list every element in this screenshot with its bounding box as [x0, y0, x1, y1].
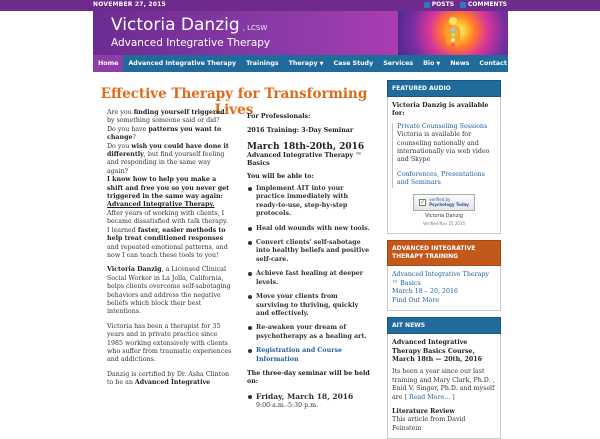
- sidebar: [387, 80, 501, 439]
- seminar-day-item: Friday, March 18, 2016 9:00 a.m.-5:30 p.m.: [247, 393, 371, 411]
- read-more-link[interactable]: [ Read More... ]: [404, 393, 455, 401]
- conferences-link[interactable]: Conferences, Presentations and Seminars: [397, 170, 485, 187]
- current-date: NOVEMBER 27, 2015: [93, 1, 166, 8]
- posts-feed-link[interactable]: [424, 1, 454, 8]
- training-widget-title: ADVANCED INTEGRATIVE THERAPY TRAINING: [387, 240, 501, 266]
- nav-item-label: News: [450, 60, 470, 67]
- intro-paragraph: Are you finding yourself triggered by something someone said or did? Do you have patterns you want to change? Do you wish you could have done it differently, but find yourself feeling and responding in the same way again? I know how to help you make a shift and free you so you never get triggered in the same way again: Advanced Integrative Therapy. After years of working with clients, I became dissatisfied with talk therapy. I learned faster, easier methods to help treat conditioned responses and repeated emotional patterns, and now I can teach these tools to you!: [107, 109, 230, 259]
- training-widget: [387, 266, 501, 311]
- nav-item-news[interactable]: [445, 55, 474, 72]
- professionals-heading: For Professionals:: [247, 113, 311, 120]
- experience-paragraph: Victoria has been a therapist for 35 years and in private practice since 1985 working extensively with clients who suffer from traumatic experiences and addictions.: [107, 322, 232, 364]
- site-credential: , LCSW: [242, 24, 268, 32]
- seminar-days: [247, 393, 371, 411]
- nav-item-contact[interactable]: [474, 55, 511, 72]
- page-title: Effective Therapy for Transforming Lives: [100, 86, 368, 118]
- benefit-item: Move your clients from surviving to thriving, quickly and effectively.: [247, 293, 371, 318]
- able-heading: You will be able to:: [247, 172, 314, 180]
- private-sessions-desc: Victoria is available for counseling nationally and internationally via web video and Skype: [397, 131, 490, 164]
- site-subtitle: Advanced Integrative Therapy: [111, 37, 271, 49]
- registration-link[interactable]: Registration and Course Information: [256, 347, 343, 363]
- rss-icon: [460, 2, 466, 8]
- meditation-figure-art: [442, 17, 464, 51]
- site-title-link[interactable]: [111, 15, 267, 35]
- training-course-link[interactable]: Advanced Integrative Therapy ™ Basics: [392, 271, 489, 287]
- seminar-heading: The three-day seminar will be held on:: [247, 369, 370, 386]
- featured-audio-widget: [387, 97, 501, 234]
- benefit-item: Re-awaken your dream of psychotherapy as a healing art.: [247, 324, 371, 341]
- benefit-item: [247, 347, 371, 364]
- nav-item-label: Trainings: [246, 60, 279, 67]
- training-column: [247, 113, 371, 417]
- availability-heading: Victoria Danzig is available for:: [392, 102, 489, 118]
- comments-feed-link[interactable]: [460, 1, 507, 8]
- posts-feed-label: POSTS: [431, 1, 455, 8]
- nav-item-label: Therapy: [288, 60, 318, 67]
- ait-news-title: AIT NEWS: [387, 317, 501, 334]
- nav-item-bio[interactable]: [418, 55, 445, 72]
- nav-item-label: Bio: [423, 60, 435, 67]
- services-list: [392, 123, 496, 188]
- nav-item-label: Services: [383, 60, 414, 67]
- news-item-title[interactable]: Advanced Integrative Therapy Basics Course, March 18th — 20th, 2016: [392, 339, 483, 363]
- nav-item-case-study[interactable]: [328, 55, 378, 72]
- nav-item-services[interactable]: [378, 55, 418, 72]
- training-subheading: 2016 Training: 3-Day Seminar: [247, 127, 354, 135]
- chevron-down-icon: ▼: [319, 60, 324, 67]
- chevron-down-icon: ▼: [436, 60, 441, 67]
- benefits-list: [247, 185, 371, 364]
- ait-inline-link[interactable]: Advanced Integrative Therapy.: [107, 201, 215, 209]
- featured-audio-title: FEATURED AUDIO: [387, 80, 501, 97]
- badge-verified-date: Verified Nov 25 2015: [422, 221, 466, 227]
- badge-name: Victoria Danzig: [425, 212, 463, 219]
- benefit-item: Convert clients’ self-sabotage into healthy beliefs and positive self-care.: [247, 239, 371, 264]
- nav-item-label: Home: [98, 60, 119, 67]
- find-out-more-link[interactable]: Find Out More: [392, 296, 440, 304]
- site-header: [93, 11, 508, 55]
- nav-item-home[interactable]: [93, 55, 123, 72]
- nav-item-label: Case Study: [333, 60, 374, 67]
- certification-paragraph: Danzig is certified by Dr. Asha Clinton to be an Advanced Integrative: [107, 370, 230, 387]
- benefit-item: Achieve fast healing at deeper levels.: [247, 270, 371, 287]
- site-title: Victoria Danzig: [111, 15, 240, 35]
- comments-feed-label: COMMENTS: [468, 1, 507, 8]
- private-sessions-link[interactable]: Private Counseling Sessions: [397, 122, 488, 130]
- ait-news-widget: [387, 334, 501, 439]
- course-name: Advanced Integrative Therapy ™ Basics: [247, 151, 362, 168]
- intro-column: [107, 109, 232, 394]
- news-item2-excerpt: This article from David Feinstein: [392, 416, 466, 432]
- header-art-image: [398, 11, 508, 55]
- training-dates: March 18 – 20, 2016: [392, 288, 459, 296]
- rss-icon: [424, 2, 430, 8]
- nav-item-therapy[interactable]: [284, 55, 329, 72]
- benefit-item: Implement AIT into your practice immediately with ready-to-use, step-by-step protocols.: [247, 185, 371, 219]
- feed-links: [424, 1, 507, 8]
- news-item2-title[interactable]: Literature Review: [392, 407, 455, 415]
- psychology-today-check-icon: ✓: [420, 198, 426, 206]
- psychology-today-badge[interactable]: ✓ verified by Psychology Today Victoria Danzig Verified Nov 25 2015: [413, 194, 475, 229]
- benefit-item: Heal old wounds with new tools.: [247, 225, 371, 233]
- nav-item-label: Contact: [479, 60, 507, 67]
- bio-paragraph: Victoria Danzig, a Licensed Clinical Social Worker in La Jolla, California, helps clients overcome self-sabotaging behaviors and address the negative beliefs which block their best intentions.: [107, 266, 231, 316]
- main-navigation: [93, 55, 508, 72]
- news-item-excerpt: Its been a year since our last training and Mary Clark, Ph.D. , Enid V. Singer, Ph.D. and myself are [ Read More... ]: [392, 368, 495, 401]
- nav-item-label: Advanced Integrative Therapy: [128, 60, 237, 67]
- seminar-dates: March 18th-20th, 2016: [247, 141, 365, 152]
- top-bar: [0, 0, 600, 11]
- nav-item-advanced-integrative-therapy[interactable]: [123, 55, 241, 72]
- nav-item-trainings[interactable]: [241, 55, 284, 72]
